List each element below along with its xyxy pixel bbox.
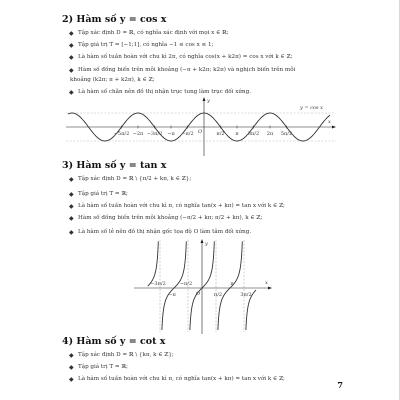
- y-axis-arrow-icon: [203, 97, 206, 101]
- origin-label: O: [198, 129, 203, 135]
- x-tick-label: −π: [168, 292, 176, 298]
- list-item: ◆ Tập giá trị T = [−1;1], có nghĩa −1 ≤ cos x ≤ 1;: [69, 42, 214, 49]
- x-tick-label: −π/2: [179, 281, 193, 287]
- list-item: ◆ Là hàm số chẵn nên đồ thị nhận trục tung làm trục đối xứng.: [69, 89, 251, 96]
- tan-graph: [132, 238, 272, 334]
- list-item: ◆ Tập giá trị T = ℝ;: [69, 364, 128, 371]
- list-item: ◆ Hàm số đồng biến trên mỗi khoảng (−π + k2π; k2π) và nghịch biến trên mỗi: [69, 67, 296, 74]
- cos-graph: [66, 96, 336, 156]
- x-tick-label: 3π/2: [247, 131, 260, 137]
- list-item: ◆ Tập giá trị T = ℝ;: [69, 191, 128, 198]
- list-item: ◆ Tập xác định D = ℝ \ {kπ, k ∈ ℤ};: [69, 352, 174, 359]
- x-tick-label: −2π: [132, 131, 144, 137]
- x-tick-label: 2π: [266, 131, 274, 137]
- x-axis-label: x: [265, 280, 268, 286]
- origin-label: O: [196, 291, 201, 297]
- x-tick-label: π/2: [213, 292, 223, 298]
- section-3-heading: 3) Hàm số y = tan x: [62, 160, 167, 171]
- x-tick-label: −5π/2: [113, 131, 130, 137]
- x-tick-label: 5π/2: [280, 131, 293, 137]
- section-2-heading: 2) Hàm số y = cos x: [62, 14, 167, 25]
- list-item: ◆ Là hàm số tuần hoàn với chu kì π, có nghĩa tan(x + kπ) = tan x với k ∈ ℤ;: [69, 376, 285, 383]
- x-tick-label: −π: [167, 131, 175, 137]
- tan-branch: [148, 241, 159, 286]
- list-item-continuation: khoảng (k2π; π + k2π), k ∈ ℤ;: [70, 77, 155, 83]
- x-tick-label: −π/2: [181, 131, 194, 137]
- y-axis-label: y: [207, 98, 210, 104]
- x-tick-label: π/2: [216, 131, 225, 137]
- x-tick-label: −3π/2: [150, 281, 166, 287]
- curve-label: y = cos x: [300, 105, 323, 111]
- x-axis-arrow-icon: [332, 126, 336, 129]
- x-tick-label: −3π/2: [146, 131, 163, 137]
- list-item: ◆ Là hàm số lẻ nên đồ thị nhận gốc tọa độ O làm tâm đối xứng.: [69, 229, 252, 236]
- list-item: ◆ Hàm số đồng biến trên mỗi khoảng (−π/2 + kπ; π/2 + kπ), k ∈ ℤ;: [69, 215, 263, 222]
- list-item: ◆ Là hàm số tuần hoàn với chu kì 2π, có nghĩa cos(x + k2π) = cos x với k ∈ ℤ;: [69, 54, 293, 61]
- x-tick-label: 3π/2: [240, 292, 252, 298]
- list-item: ◆ Tập xác định D = ℝ, có nghĩa xác định với mọi x ∈ ℝ;: [69, 30, 229, 37]
- x-tick-label: π: [230, 281, 234, 287]
- list-item: ◆ Là hàm số tuần hoàn với chu kì π, có nghĩa tan(x + kπ) = tan x với k ∈ ℤ;: [69, 203, 285, 210]
- section-4-heading: 4) Hàm số y = cot x: [62, 336, 166, 347]
- list-item: ◆ Tập xác định D = ℝ \ {π/2 + kπ, k ∈ ℤ};: [69, 176, 192, 183]
- page-number: 7: [337, 380, 343, 390]
- y-axis-label: y: [205, 241, 208, 247]
- x-axis-label: x: [328, 119, 331, 125]
- y-axis-arrow-icon: [201, 239, 204, 243]
- x-tick-label: π: [235, 131, 239, 137]
- x-axis-arrow-icon: [268, 287, 272, 290]
